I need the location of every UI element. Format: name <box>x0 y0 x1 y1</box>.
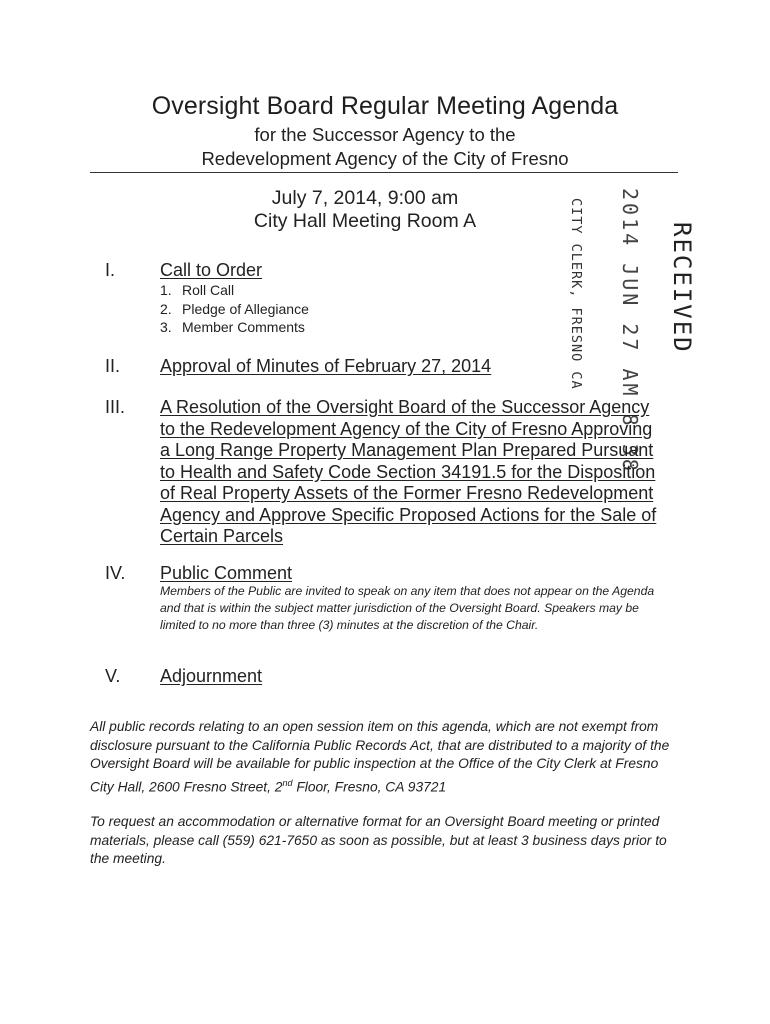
meeting-date-time: July 7, 2014, 9:00 am <box>271 187 459 209</box>
list-item: 3. Member Comments <box>160 319 305 335</box>
agenda-item-2-title: Approval of Minutes of February 27, 2014 <box>160 356 492 376</box>
agenda-item-5-number: V. <box>105 666 121 686</box>
list-item: 2. Pledge of Allegiance <box>160 300 309 317</box>
subtitle-line-2: Redevelopment Agency of the City of Fresno <box>201 148 569 169</box>
header-divider <box>90 172 678 173</box>
agenda-item-5-title: Adjournment <box>160 666 263 686</box>
agenda-item-4-title: Public Comment <box>160 563 293 583</box>
agenda-item-2-number: II. <box>105 356 121 376</box>
list-item: 1. Roll Call <box>160 282 235 298</box>
agenda-item-1-title: Call to Order <box>160 260 263 280</box>
received-stamp: RECEIVED <box>668 222 696 354</box>
public-records-notice: All public records relating to an open session item on this agenda, which are not exempt from disclosure pursuant to the California Public Records Act, that are distributed to a majority of the Oversight Board will be available for public inspection at the Office of the City Clerk at Fresno City Hall, 2600 Fresno Street, 2nd Floor, Fresno, CA 93721 <box>90 719 670 795</box>
agenda-item-1-sublist <box>160 281 309 337</box>
received-stamp-date: 2014 JUN 27 AM 8 38 <box>618 188 642 474</box>
public-comment-note: Members of the Public are invited to speak on any item that does not appear on the Agenda and that is within the subject matter jurisdiction of the Oversight Board. Speakers may be limited to no more than three (3) minutes at the discretion of the Chair. <box>160 584 655 632</box>
subtitle-line-1: for the Successor Agency to the <box>254 124 516 145</box>
accommodation-notice: To request an accommodation or alternative format for an Oversight Board meeting or printed materials, please call (559) 621-7650 as soon as possible, but at least 3 business days prior to the meeting. <box>90 814 667 866</box>
page-title: Oversight Board Regular Meeting Agenda <box>151 92 619 120</box>
agenda-item-4-number: IV. <box>105 563 126 583</box>
meeting-location: City Hall Meeting Room A <box>253 210 477 232</box>
agenda-item-1-number: I. <box>105 260 116 280</box>
received-stamp-office: CITY CLERK, FRESNO CA <box>568 198 584 390</box>
agenda-item-3-title: A Resolution of the Oversight Board of the Successor Agency to the Redevelopment Agency of the City of Fresno Approving a Long Range Property Management Plan Prepared Pursuant to Health and Safety Code Section 34191.5 for the Disposition of Real Property Assets of the Former Fresno Redevelopment Agency and Approve Specific Proposed Actions for the Sale of Certain Parcels <box>160 397 657 546</box>
agenda-item-3-number: III. <box>105 397 126 417</box>
